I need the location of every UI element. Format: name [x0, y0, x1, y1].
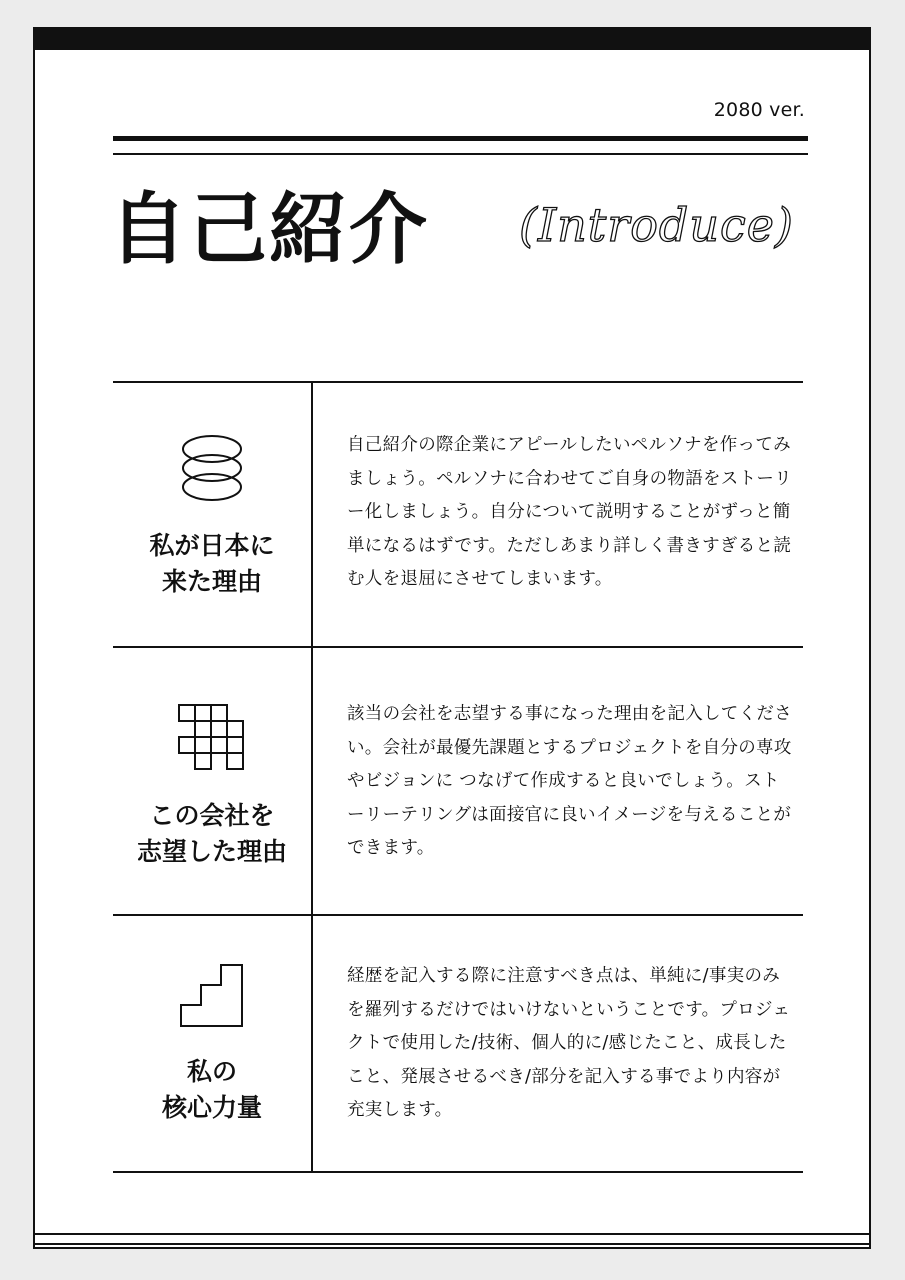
header-rule-thin: [113, 153, 808, 155]
version-label: 2080 ver.: [713, 99, 805, 121]
row-label-cell: [113, 916, 313, 1171]
header-rule-thick: [113, 136, 808, 141]
row-text-cell: [313, 916, 803, 1171]
section-text: 自己紹介の際企業にアピールしたいペルソナを作ってみましょう。ペルソナに合わせてご自身の物語をストーリー化しましょう。自分について説明することがずっと簡単になるはずです。ただしあまり詳しく書きすぎると読む人を退屈にさせてしまいます。: [347, 435, 792, 589]
section-text: 該当の会社を志望する事になった理由を記入してください。会社が最優先課題とするプロジェクトを自分の専攻やビジョンに つなげて作成すると良いでしょう。ストーリーテリングは面接官に良いイメージを与えることができます。: [347, 704, 792, 858]
table-row: [113, 914, 803, 1173]
script-title: [513, 191, 813, 263]
table-row: [113, 646, 803, 914]
section-label: 私の 核心力量: [161, 1057, 262, 1122]
top-bar: [35, 29, 869, 50]
stacked-rings-icon: [180, 432, 244, 504]
section-label: この会社を 志望した理由: [136, 801, 287, 866]
row-label-cell: [113, 383, 313, 646]
table-row: [113, 381, 803, 646]
footer-rule: [35, 1243, 869, 1245]
stairs-icon: [179, 960, 245, 1032]
section-text: 経歴を記入する際に注意すべき点は、単純に/事実のみを羅列するだけではいけないということです。プロジェクトで使用した/技術、個人的に/感じたこと、成長したこと、発展させるべき/部分を記入する事でより内容が充実します。: [347, 966, 791, 1120]
row-text-cell: [313, 383, 803, 646]
intro-table: [113, 381, 803, 1173]
document-sheet: [33, 27, 871, 1249]
row-label-cell: [113, 648, 313, 914]
row-text-cell: [313, 648, 803, 914]
script-title-text: (Introduce): [519, 198, 794, 252]
section-label: 私が日本に 来た理由: [149, 531, 275, 596]
page-title: 自己紹介: [109, 185, 430, 275]
checker-grid-icon: [178, 702, 246, 774]
footer-rule: [35, 1233, 869, 1235]
